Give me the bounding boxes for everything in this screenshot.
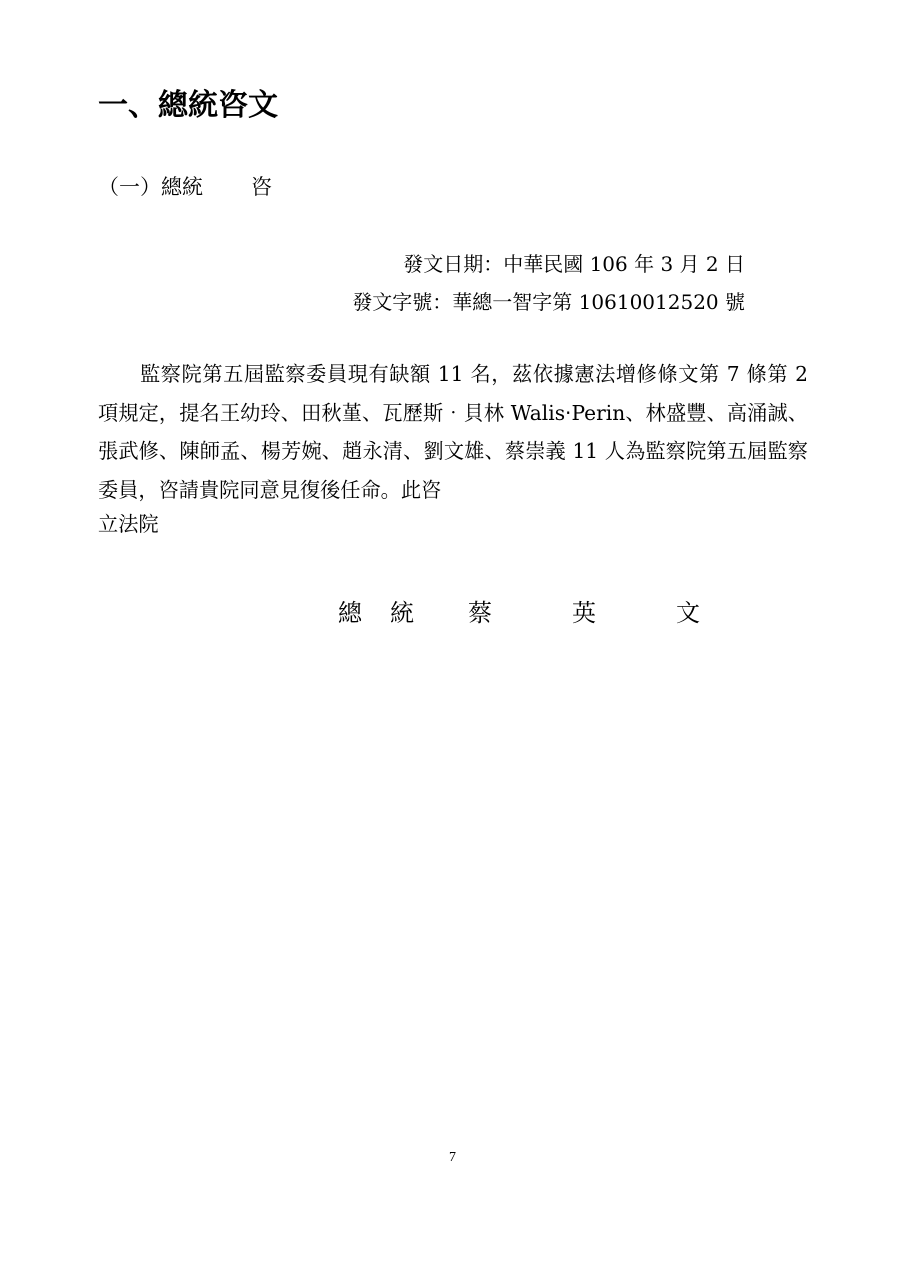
signature-block <box>338 596 706 630</box>
issue-date: 發文日期：中華民國 106 年 3 月 2 日 <box>403 252 745 276</box>
body-paragraph: 監察院第五屆監察委員現有缺額 11 名，茲依據憲法增修條文第 7 條第 2 項規定，提名王幼玲、田秋堇、瓦歷斯‧貝林 Walis‧Perin、林盛豐、高涌誠、張武修、陳師孟、楊芳婉、趙永清、劉文雄、蔡崇義 11 人為監察院第五屆監察委員，咨請貴院同意見復後任命。此咨 <box>98 362 808 503</box>
subsection-prefix: （一）總統 <box>98 175 203 199</box>
signature-char: 文 <box>676 599 700 627</box>
signature-char: 蔡 <box>468 599 492 627</box>
subsection-heading <box>98 171 272 203</box>
document-number: 發文字號：華總一智字第 10610012520 號 <box>352 290 745 314</box>
page-number: 7 <box>449 1150 456 1165</box>
signature-char: 總 <box>338 599 362 627</box>
section-heading: 一、總統咨文 <box>98 88 278 123</box>
signature-char: 統 <box>390 599 414 627</box>
subsection-suffix: 咨 <box>251 175 272 199</box>
addressee: 立法院 <box>98 512 159 536</box>
signature-char: 英 <box>572 599 596 627</box>
